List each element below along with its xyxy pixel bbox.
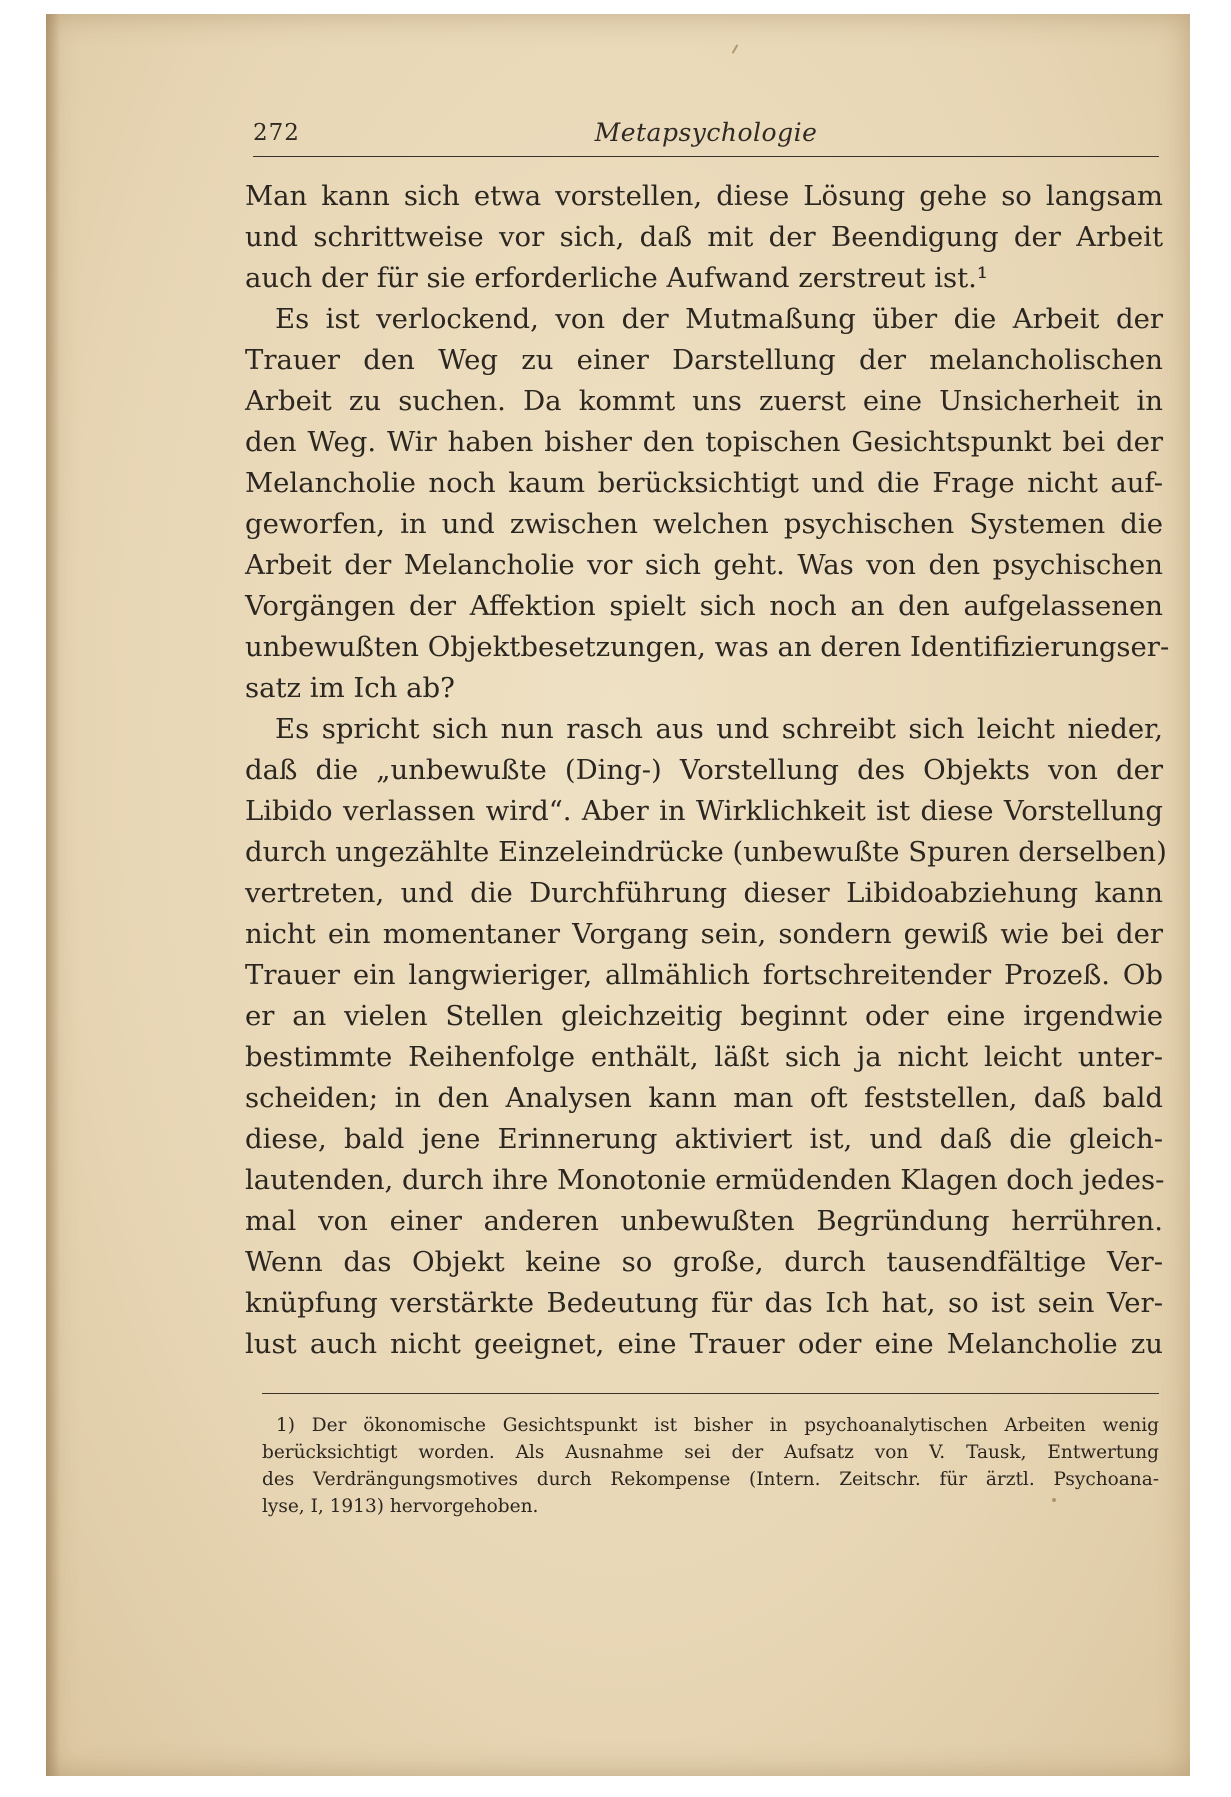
text-line: vertreten, und die Durchführung dieser Libidoabziehung kann: [245, 877, 1163, 909]
text-line: Vorgängen der Affektion spielt sich noch an den aufgelassenen: [245, 590, 1163, 622]
text-line: diese, bald jene Erinnerung aktiviert ist, und daß die gleich-: [245, 1123, 1163, 1155]
text-line: nicht ein momentaner Vorgang sein, sondern gewiß wie bei der: [245, 918, 1163, 950]
text-line: Melancholie noch kaum berücksichtigt und die Frage nicht auf-: [245, 467, 1163, 499]
text-line: auch der für sie erforderliche Aufwand zerstreut ist.¹: [245, 262, 988, 294]
footnote-line: 1) Der ökonomische Gesichtspunkt ist bisher in psychoanalytischen Arbeiten wenig: [276, 1415, 1159, 1436]
page-header: [253, 116, 1159, 156]
text-line: durch ungezählte Einzeleindrücke (unbewußte Spuren derselben): [245, 836, 1167, 868]
body-text: [245, 176, 1170, 1365]
text-line: er an vielen Stellen gleichzeitig beginnt oder eine irgendwie: [245, 1000, 1163, 1032]
text-line: Arbeit der Melancholie vor sich geht. Was von den psychischen: [245, 549, 1163, 581]
footnote-rule: [262, 1393, 1159, 1394]
page-edge-shadow: [46, 14, 60, 1776]
text-line: lautenden, durch ihre Monotonie ermüdenden Klagen doch jedes-: [245, 1164, 1165, 1196]
footnotes: [262, 1412, 1159, 1520]
footnote-line: lyse, I, 1913) hervorgehoben.: [262, 1496, 539, 1517]
text-line: geworfen, in und zwischen welchen psychischen Systemen die: [245, 508, 1163, 540]
text-line: scheiden; in den Analysen kann man oft feststellen, daß bald: [245, 1082, 1163, 1114]
header-rule: [253, 156, 1159, 157]
text-line: und schrittweise vor sich, daß mit der Beendigung der Arbeit: [245, 221, 1163, 253]
text-line: Libido verlassen wird“. Aber in Wirklichkeit ist diese Vorstellung: [245, 795, 1163, 827]
text-line: Arbeit zu suchen. Da kommt uns zuerst eine Unsicherheit in: [245, 385, 1163, 417]
text-line: Es spricht sich nun rasch aus und schreibt sich leicht nieder,: [275, 713, 1163, 745]
footnote-line: berücksichtigt worden. Als Ausnahme sei der Aufsatz von V. Tausk, Entwertung: [262, 1442, 1159, 1463]
running-head: Metapsychologie: [594, 118, 818, 147]
text-line: knüpfung verstärkte Bedeutung für das Ich hat, so ist sein Ver-: [245, 1287, 1163, 1319]
text-line: Trauer den Weg zu einer Darstellung der melancholischen: [245, 344, 1163, 376]
footnote-line: des Verdrängungsmotives durch Rekompense (Intern. Zeitschr. für ärztl. Psychoana-: [262, 1469, 1159, 1490]
text-line: den Weg. Wir haben bisher den topischen Gesichtspunkt bei der: [245, 426, 1163, 458]
text-line: Trauer ein langwieriger, allmählich fortschreitender Prozeß. Ob: [245, 959, 1163, 991]
text-line: mal von einer anderen unbewußten Begründung herrühren.: [245, 1205, 1163, 1237]
text-line: Es ist verlockend, von der Mutmaßung über die Arbeit der: [275, 303, 1163, 335]
text-line: unbewußten Objektbesetzungen, was an deren Identifizierungser-: [245, 631, 1170, 663]
text-line: lust auch nicht geeignet, eine Trauer oder eine Melancholie zu: [245, 1328, 1163, 1360]
text-line: daß die „unbewußte (Ding-) Vorstellung des Objekts von der: [245, 754, 1163, 786]
text-line: Wenn das Objekt keine so große, durch tausendfältige Ver-: [245, 1246, 1163, 1278]
text-line: bestimmte Reihenfolge enthält, läßt sich ja nicht leicht unter-: [245, 1041, 1163, 1073]
text-line: Man kann sich etwa vorstellen, diese Lösung gehe so langsam: [245, 180, 1163, 212]
text-line: satz im Ich ab?: [245, 672, 455, 704]
page-number: 272: [253, 120, 300, 146]
